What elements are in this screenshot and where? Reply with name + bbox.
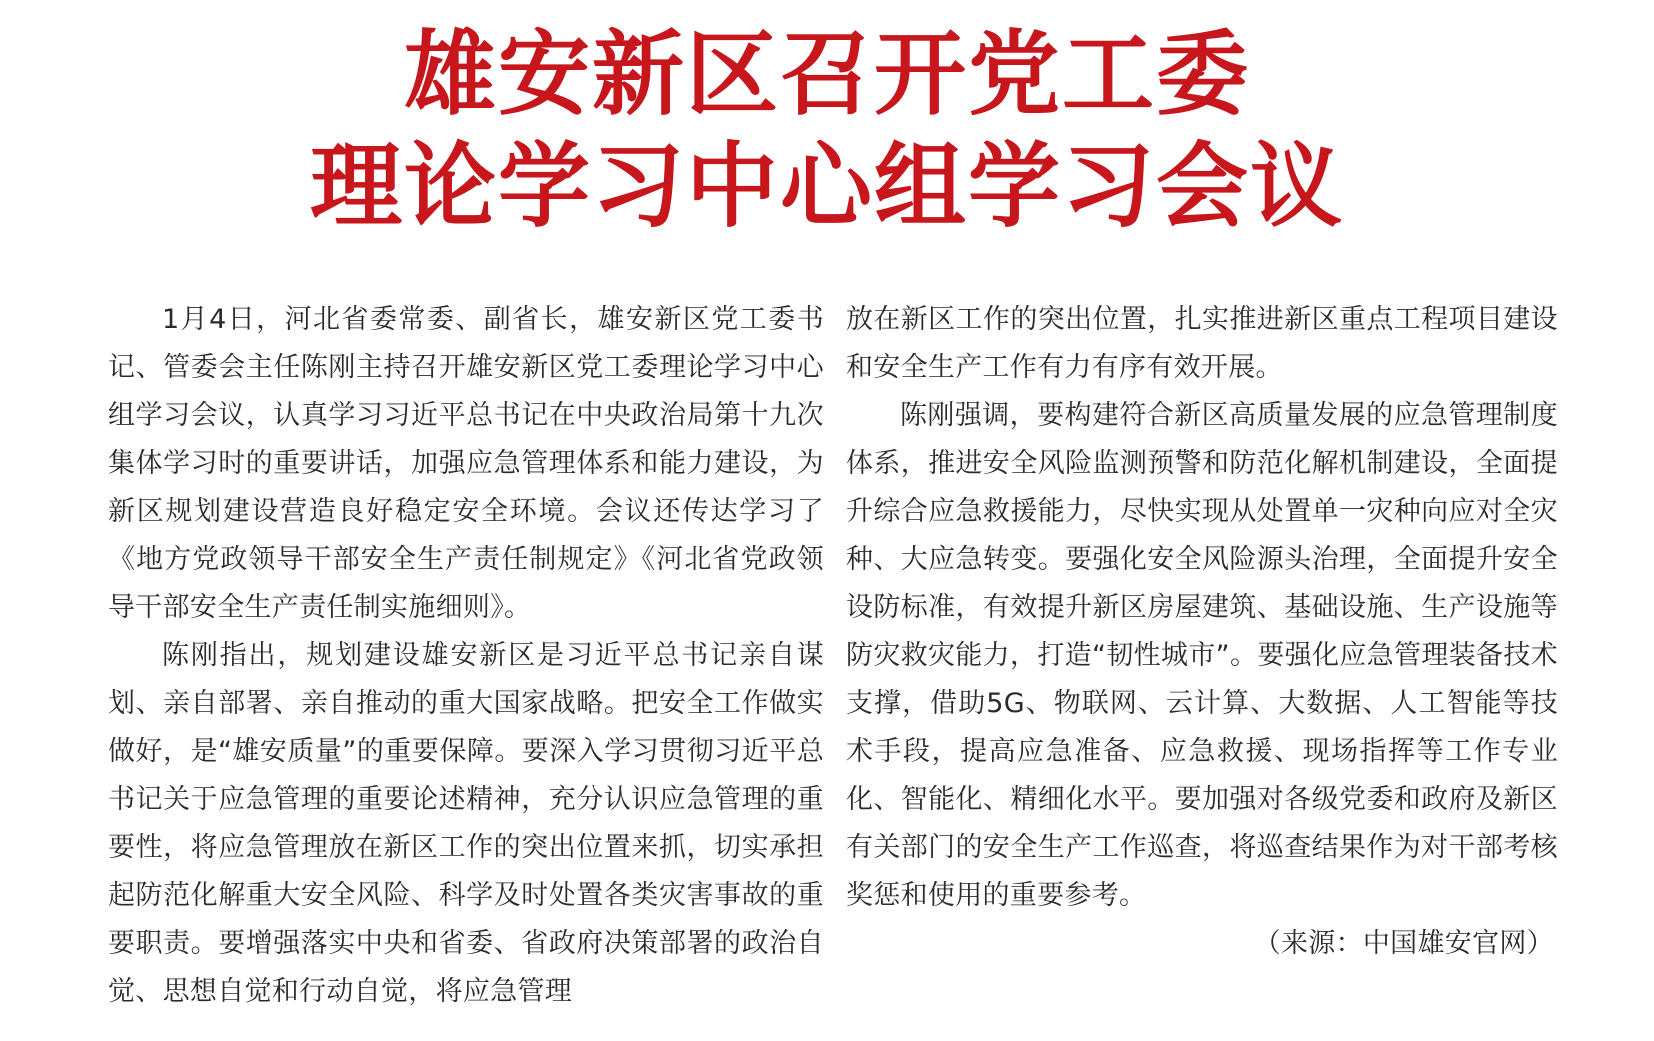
- headline-line-1: 雄安新区召开党工委: [403, 20, 1250, 128]
- paragraph-3: 陈刚强调，要构建符合新区高质量发展的应急管理制度体系，推进安全风险监测预警和防范化解机制建设，全面提升综合应急救援能力，尽快实现从处置单一灾种向应对全灾种、大应急转变。要强化安全风险源头治理，全面提升安全设防标准，有效提升新区房屋建筑、基础设施、生产设施等防灾救灾能力，打造“韧性城市”。要强化应急管理装备技术支撑，借助5G、物联网、云计算、大数据、人工智能等技术手段，提高应急准备、应急救援、现场指挥等工作专业化、智能化、精细化水平。要加强对各级党委和政府及新区有关部门的安全生产工作巡查，将巡查结果作为对干部考核奖惩和使用的重要参考。: [846, 400, 1558, 911]
- source-credit: （来源：中国雄安官网）: [1253, 928, 1554, 959]
- paragraph-2-part-1: 陈刚指出，规划建设雄安新区是习近平总书记亲自谋划、亲自部署、亲自推动的重大国家战略。把安全工作做实做好，是“雄安质量”的重要保障。要深入学习贯彻习近平总书记关于应急管理的重要论述精神，充分认识应急管理的重要性，将应急管理放在新区工作的突出位置来抓，切实承担起防范化解重大安全风险、科学及时处置各类灾害事故的重要职责。要增强落实中央和省委、省政府决策部署的政治自觉、思想自觉和行动自觉，将应急管理: [108, 640, 824, 1007]
- paragraph-1: 1月4日，河北省委常委、副省长，雄安新区党工委书记、管委会主任陈刚主持召开雄安新区党工委理论学习中心组学习会议，认真学习习近平总书记在中央政治局第十九次集体学习时的重要讲话，加强应急管理体系和能力建设，为新区规划建设营造良好稳定安全环境。会议还传达学习了《地方党政领导干部安全生产责任制规定》《河北省党政领导干部安全生产责任制实施细则》。: [108, 304, 824, 623]
- headline-line-2: 理论学习中心组学习会议: [309, 132, 1344, 240]
- article-column-right: [846, 296, 1558, 968]
- paragraph-2-part-2: 放在新区工作的突出位置，扎实推进新区重点工程项目建设和安全生产工作有力有序有效开展。: [846, 304, 1558, 383]
- article-column-left: [108, 296, 824, 1016]
- headline: [0, 18, 1654, 242]
